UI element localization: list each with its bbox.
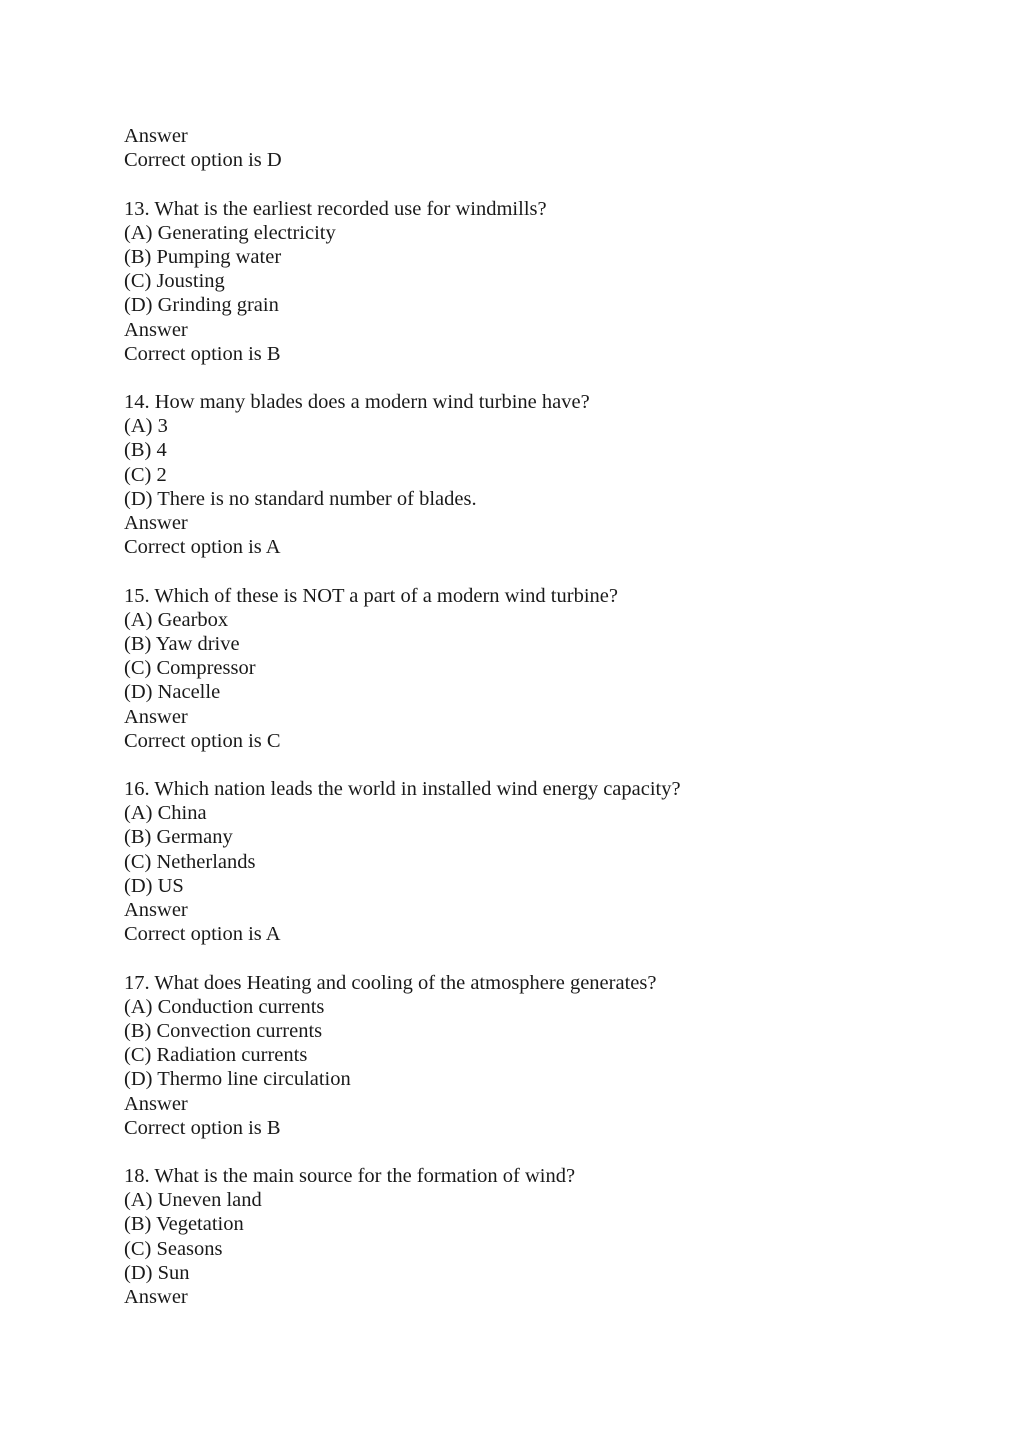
question-text: 15. Which of these is NOT a part of a modern wind turbine? [124,584,618,607]
option-a: (A) China [124,802,207,825]
option-b: (B) Vegetation [124,1213,244,1236]
option-d: (D) Nacelle [124,681,221,704]
option-a: (A) Uneven land [124,1189,262,1212]
option-b: (B) 4 [124,439,167,462]
answer-label: Answer [124,512,188,534]
option-c: (C) Jousting [124,270,225,293]
option-c: (C) Compressor [124,657,256,680]
question-block [124,1164,924,1309]
correct-option: Correct option is B [124,342,281,365]
option-c: (C) Seasons [124,1237,223,1260]
correct-option: Correct option is B [124,1116,281,1139]
answer-label: Answer [124,899,188,921]
option-d: (D) Sun [124,1261,190,1284]
question-block [124,584,924,753]
answer-label: Answer [124,125,188,147]
option-a: (A) Conduction currents [124,995,325,1018]
question-block [124,197,924,366]
spacer [124,946,924,970]
correct-option: Correct option is A [124,536,281,559]
option-b: (B) Yaw drive [124,632,240,655]
question-block [124,777,924,946]
option-c: (C) Netherlands [124,850,256,873]
spacer [124,172,924,196]
spacer [124,366,924,390]
answer-label: Answer [124,705,188,728]
question-block [124,390,924,559]
option-d: (D) Grinding grain [124,294,279,317]
option-a: (A) 3 [124,415,168,438]
spacer [124,1140,924,1164]
option-b: (B) Convection currents [124,1019,323,1042]
option-b: (B) Pumping water [124,245,282,268]
correct-option: Correct option is C [124,729,281,752]
question-text: 18. What is the main source for the formation of wind? [124,1165,576,1188]
option-a: (A) Generating electricity [124,221,336,244]
question-block [124,971,924,1140]
answer-label: Answer [124,1286,188,1308]
document-page [124,124,924,1309]
question-text: 13. What is the earliest recorded use for windmills? [124,197,547,220]
option-d: (D) US [124,874,184,897]
correct-option: Correct option is A [124,923,281,946]
option-c: (C) 2 [124,463,167,486]
option-d: (D) There is no standard number of blades. [124,487,477,510]
answer-label: Answer [124,318,188,341]
option-b: (B) Germany [124,826,233,849]
answer-label: Answer [124,1092,188,1115]
question-text: 17. What does Heating and cooling of the atmosphere generates? [124,971,657,994]
option-d: (D) Thermo line circulation [124,1068,351,1091]
correct-option: Correct option is D [124,149,282,172]
option-a: (A) Gearbox [124,608,229,631]
spacer [124,753,924,777]
question-text: 16. Which nation leads the world in installed wind energy capacity? [124,778,681,801]
spacer [124,559,924,583]
option-c: (C) Radiation currents [124,1044,308,1067]
question-text: 14. How many blades does a modern wind turbine have? [124,391,590,414]
